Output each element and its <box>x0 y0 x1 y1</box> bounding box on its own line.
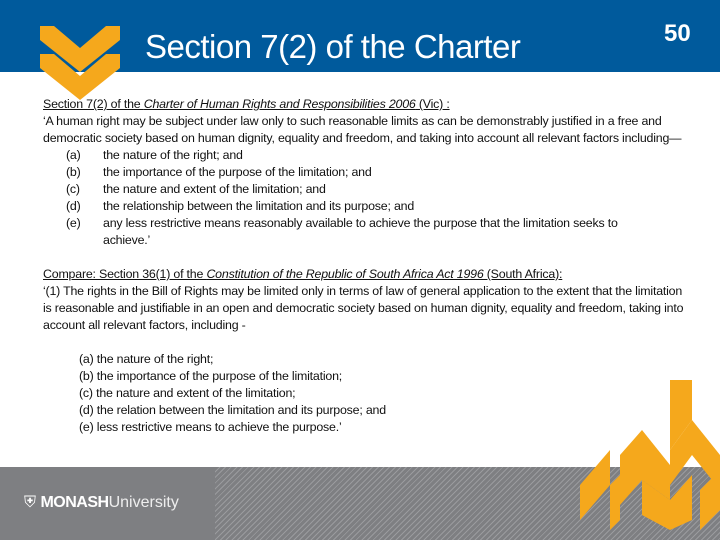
slide-body <box>43 96 693 436</box>
charter-intro: ‘A human right may be subject under law only to such reasonable limits as can be demonstrably justified in a free and democratic society based on human dignity, equality and freedom, and taking into account all relevant factors including— <box>43 114 682 145</box>
list-item: (d) the relation between the limitation and its purpose; and <box>79 403 386 417</box>
list-item: (d) the relationship between the limitation and its purpose; and <box>66 199 415 213</box>
compare-intro: ‘(1) The rights in the Bill of Rights may be limited only in terms of law of general application to the extent that the limitation is reasonable and justifiable in an open and democratic society based on human dignity, equality and freedom, taking into account all relevant factors, including - <box>43 284 684 332</box>
crest-icon: ⛨ <box>24 494 37 511</box>
list-item: (a) the nature of the right; <box>79 352 214 366</box>
charter-list <box>43 147 693 249</box>
list-item: (c) the nature and extent of the limitation; <box>79 386 296 400</box>
monash-logo: ⛨ MONASHUniversity <box>24 494 179 511</box>
list-item: (a) the nature of the right; and <box>66 148 243 162</box>
list-item: (e) any less restrictive means reasonably available to achieve the purpose that the limitation seeks to achieve.’ <box>66 216 618 247</box>
list-item: (b) the importance of the purpose of the limitation; <box>79 369 343 383</box>
compare-list <box>43 351 693 436</box>
compare-heading: Compare: Section 36(1) of the Constitution of the Republic of South Africa Act 1996 (South Africa): <box>43 267 563 281</box>
list-item: (e) less restrictive means to achieve the purpose.’ <box>79 420 342 434</box>
anniversary-50-logo: 50 <box>664 20 691 47</box>
slide-title: Section 7(2) of the Charter <box>145 28 521 65</box>
list-item: (c) the nature and extent of the limitation; and <box>66 182 326 196</box>
charter-heading: Section 7(2) of the Charter of Human Rights and Responsibilities 2006 (Vic) : <box>43 97 450 111</box>
list-item: (b) the importance of the purpose of the limitation; and <box>66 165 372 179</box>
